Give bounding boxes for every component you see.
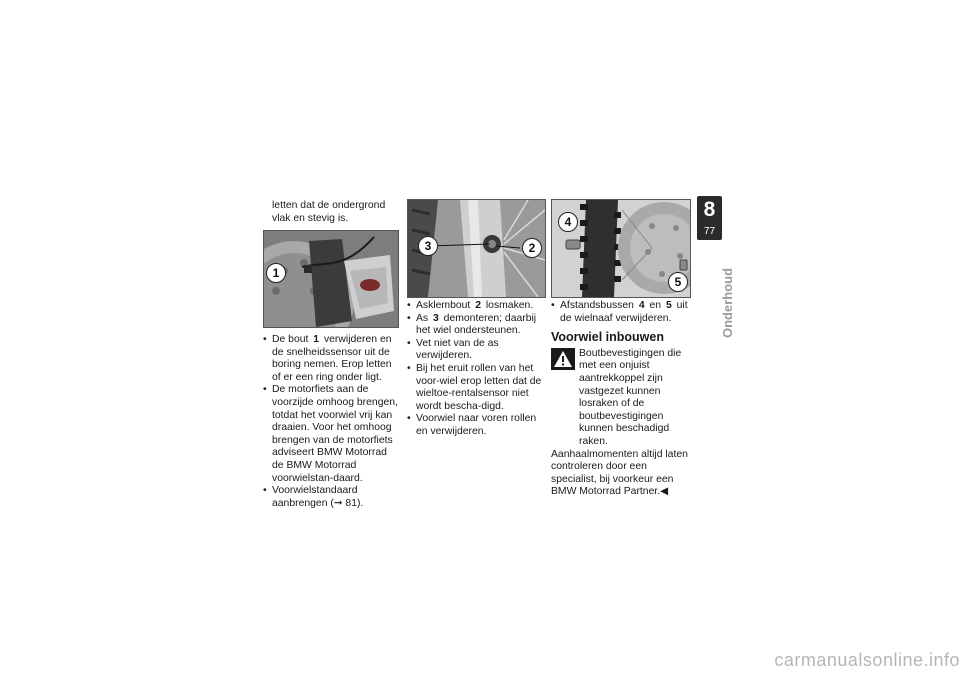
photo-spacers [551, 199, 691, 298]
list-item: • Vet niet van de as verwijderen. [407, 338, 547, 363]
column-3-text [551, 300, 689, 499]
list-item: • As 3 demonteren; daarbij het wiel ondersteunen. [407, 313, 547, 338]
chapter-number: 8 [703, 198, 716, 221]
photo-brake-sensor [263, 230, 399, 328]
column-1 [263, 200, 397, 225]
chapter-label: Onderhoud [720, 267, 735, 338]
page-number: 77 [703, 226, 716, 237]
note-text: Aanhaalmomenten altijd laten controleren door een specialist, bij voorkeur een BMW Motorrad Partner.◀ [551, 448, 688, 498]
column-2-list [407, 300, 547, 439]
section-heading: Voorwiel inbouwen [551, 330, 664, 345]
warning-text: Boutbevestigingen die met een onjuist aantrekkoppel zijn vastgezet kunnen losraken of de boutbevestigingen kunnen beschadigd raken. [579, 347, 682, 447]
column-1-list [263, 334, 399, 510]
callout-4: 4 [558, 212, 578, 232]
list-item: • Bij het eruit rollen van het voor-wiel erop letten dat de wieltoe-rentalsensor niet wordt bescha-digd. [407, 363, 547, 413]
callout-5: 5 [668, 272, 688, 292]
brake-sensor-illustration [264, 231, 398, 327]
warning-triangle-icon [551, 348, 575, 370]
photo-axle [407, 199, 546, 298]
watermark-text: carmanualsonline.info [774, 650, 960, 670]
list-item: • De motorfiets aan de voorzijde omhoog brengen, totdat het voorwiel vrij kan draaien. Voor het omhoog brengen van de motorfiets adviseert BMW Motorrad de BMW Motorrad voorwielstan-daard. [263, 384, 399, 485]
list-item: • Afstandsbussen 4 en 5 uit de wielnaaf verwijderen. [551, 300, 689, 325]
callout-3: 3 [418, 236, 438, 256]
list-item: • Voorwiel naar voren rollen en verwijderen. [407, 413, 547, 438]
list-item: • Asklembout 2 losmaken. [407, 300, 547, 313]
warning-block [551, 348, 689, 449]
list-item: • Voorwielstandaard aanbrengen (➞ 81). [263, 485, 399, 510]
list-item: • De bout 1 verwijderen en de snelheidssensor uit de boring nemen. Erop letten of er een ring onder ligt. [263, 334, 399, 384]
intro-text: letten dat de ondergrond vlak en stevig is. [272, 200, 386, 224]
callout-2: 2 [522, 238, 542, 258]
callout-1: 1 [266, 263, 286, 283]
